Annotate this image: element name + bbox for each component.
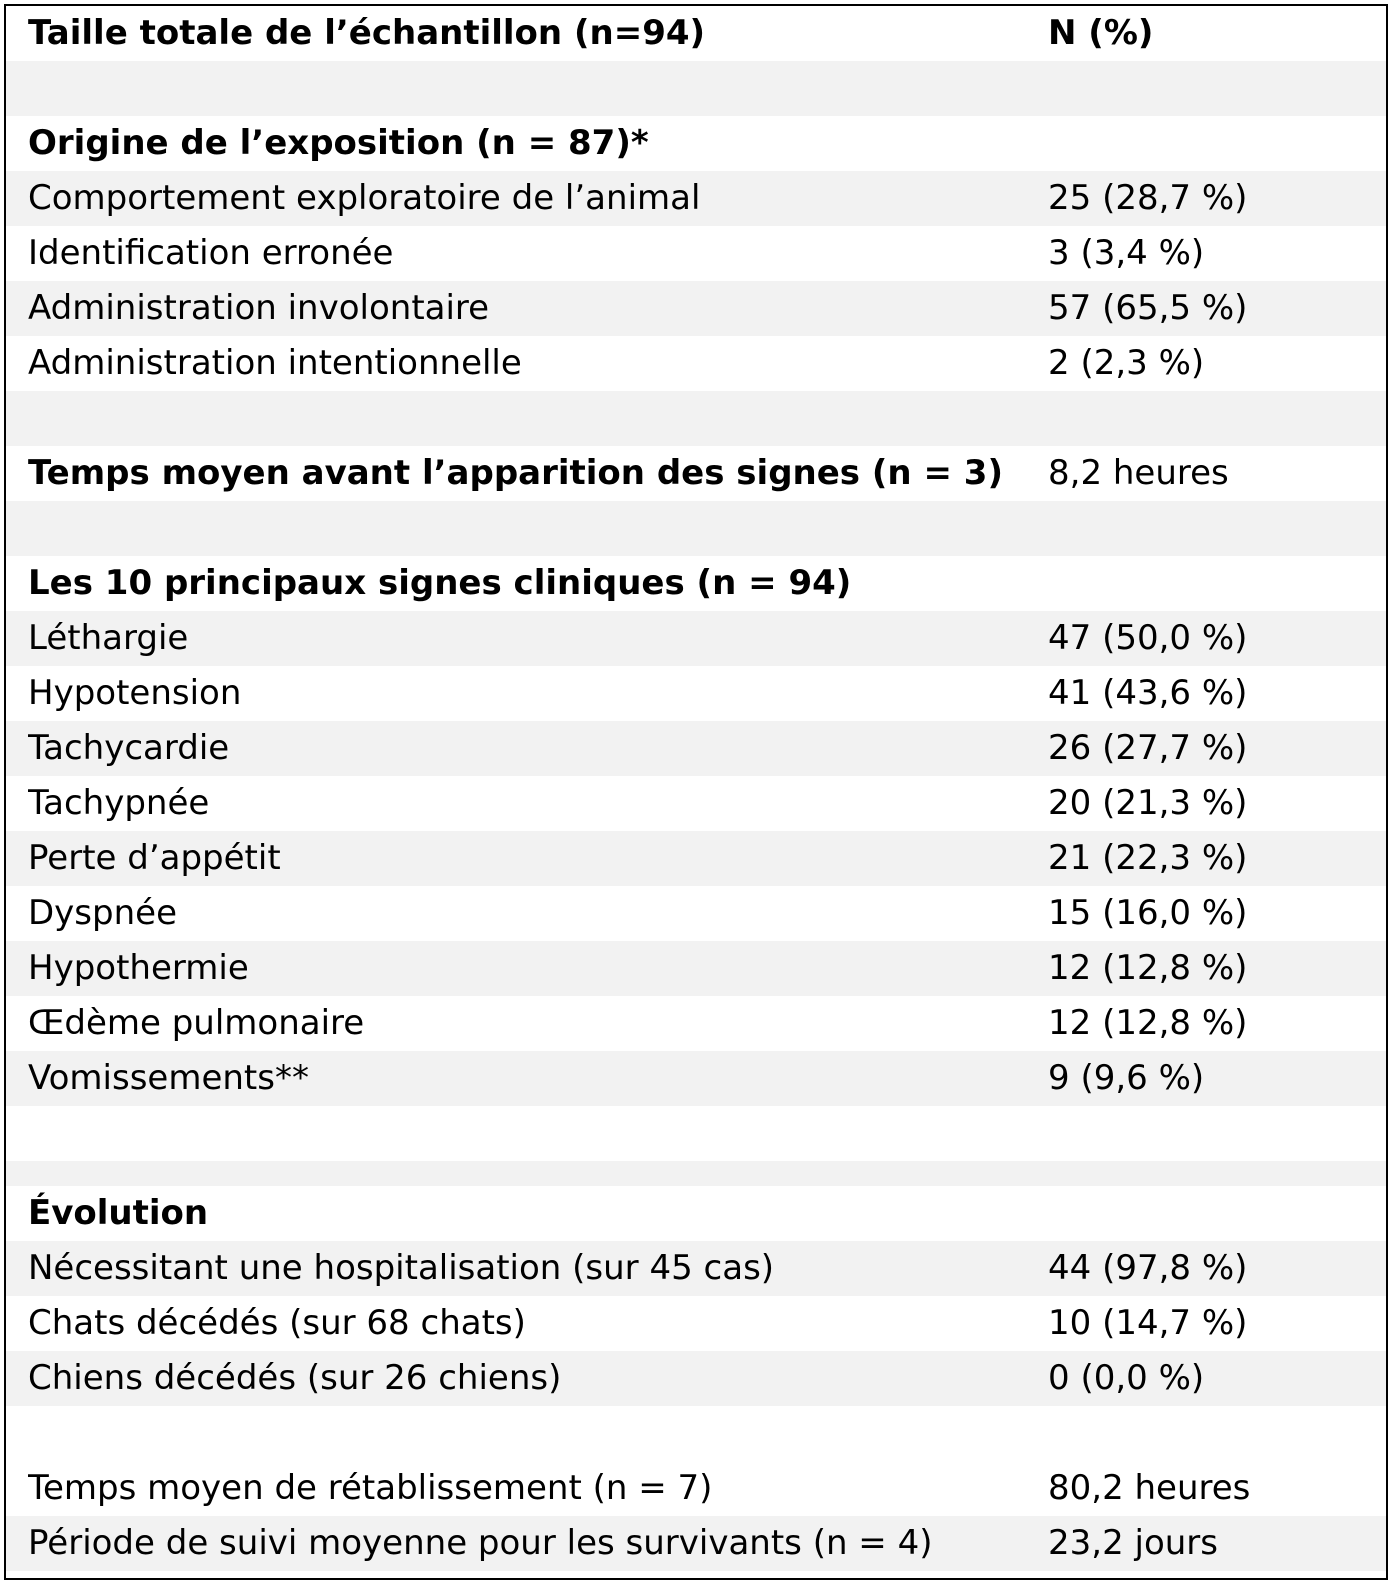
row-value: 9 (9,6 %) — [1048, 1058, 1205, 1098]
row-label: Administration intentionnelle — [28, 343, 522, 383]
row-value: 26 (27,7 %) — [1048, 728, 1248, 768]
signs-section-title: Les 10 principaux signes cliniques (n = 94) — [28, 563, 852, 603]
row-value: 80,2 heures — [1048, 1468, 1251, 1508]
row-label: Chiens décédés (sur 26 chiens) — [28, 1358, 562, 1398]
row-value: 23,2 jours — [1048, 1523, 1218, 1563]
table-row — [6, 666, 1386, 721]
row-label: Vomissements** — [28, 1058, 309, 1098]
table-row — [6, 1296, 1386, 1351]
table-row — [6, 941, 1386, 996]
row-label: Perte d’appétit — [28, 838, 281, 878]
row-value: 3 (3,4 %) — [1048, 233, 1205, 273]
row-value: 0 (0,0 %) — [1048, 1358, 1205, 1398]
row-value: 15 (16,0 %) — [1048, 893, 1248, 933]
row-label: Période de suivi moyenne pour les survivants (n = 4) — [28, 1523, 933, 1563]
row-label: Nécessitant une hospitalisation (sur 45 cas) — [28, 1248, 775, 1288]
row-value: 47 (50,0 %) — [1048, 618, 1248, 658]
row-label: Dyspnée — [28, 893, 177, 933]
results-table — [4, 4, 1388, 1580]
row-label: Temps moyen de rétablissement (n = 7) — [28, 1468, 713, 1508]
spacer-row — [6, 61, 1386, 116]
table-row — [6, 1461, 1386, 1516]
row-value: 20 (21,3 %) — [1048, 783, 1248, 823]
row-value: 10 (14,7 %) — [1048, 1303, 1248, 1343]
onset-value: 8,2 heures — [1048, 453, 1229, 493]
row-value: 41 (43,6 %) — [1048, 673, 1248, 713]
row-label: Léthargie — [28, 618, 189, 658]
exposure-section-title: Origine de l’exposition (n = 87)* — [28, 123, 649, 163]
section-header-row — [6, 556, 1386, 611]
section-header-row — [6, 116, 1386, 171]
table-row — [6, 996, 1386, 1051]
spacer-row — [6, 1406, 1386, 1461]
row-label: Administration involontaire — [28, 288, 490, 328]
row-label: Identification erronée — [28, 233, 394, 273]
row-value: 25 (28,7 %) — [1048, 178, 1248, 218]
table-header-row — [6, 6, 1386, 61]
row-label: Tachypnée — [28, 783, 210, 823]
row-label: Comportement exploratoire de l’animal — [28, 178, 701, 218]
row-value: 44 (97,8 %) — [1048, 1248, 1248, 1288]
table-row — [6, 336, 1386, 391]
row-label: Tachycardie — [28, 728, 230, 768]
row-label: Hypothermie — [28, 948, 249, 988]
row-value: 57 (65,5 %) — [1048, 288, 1248, 328]
row-value: 12 (12,8 %) — [1048, 948, 1248, 988]
outcome-section-title: Évolution — [28, 1193, 209, 1233]
table-row — [6, 611, 1386, 666]
table-row — [6, 171, 1386, 226]
spacer-row — [6, 391, 1386, 446]
row-label: Chats décédés (sur 68 chats) — [28, 1303, 526, 1343]
table-row — [6, 831, 1386, 886]
table-row — [6, 1051, 1386, 1106]
n-percent-header: N (%) — [1048, 13, 1154, 53]
table-row — [6, 1516, 1386, 1571]
table-row — [6, 721, 1386, 776]
table-row — [6, 776, 1386, 831]
table-row — [6, 886, 1386, 941]
spacer-row — [6, 1106, 1386, 1161]
row-label: Hypotension — [28, 673, 242, 713]
row-label: Œdème pulmonaire — [28, 1003, 365, 1043]
row-value: 2 (2,3 %) — [1048, 343, 1205, 383]
row-value: 12 (12,8 %) — [1048, 1003, 1248, 1043]
onset-label: Temps moyen avant l’apparition des signes (n = 3) — [28, 453, 1003, 493]
table-row — [6, 226, 1386, 281]
row-value: 21 (22,3 %) — [1048, 838, 1248, 878]
table-row — [6, 1351, 1386, 1406]
section-header-row — [6, 1186, 1386, 1241]
sample-size-header: Taille totale de l’échantillon (n=94) — [28, 13, 706, 53]
table-row — [6, 281, 1386, 336]
table-row — [6, 446, 1386, 501]
spacer-row — [6, 501, 1386, 556]
table-row — [6, 1241, 1386, 1296]
